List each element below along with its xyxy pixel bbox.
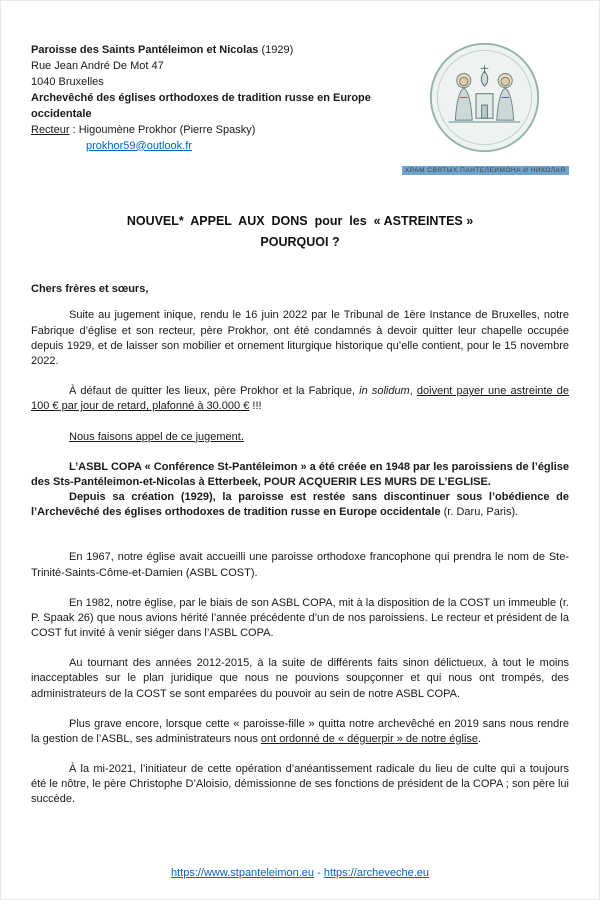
paragraph-astreinte: À défaut de quitter les lieux, père Prokhor et la Fabrique, in solidum, doivent payer une astreinte de 100 € par jour de retard, plafonné à 30.000 € !!! bbox=[31, 385, 570, 413]
footer-separator: - bbox=[314, 867, 324, 879]
address-street: Rue Jean André De Mot 47 bbox=[31, 59, 164, 72]
paragraph-2012-2015: Au tournant des années 2012-2015, à la suite de différents faits sinon délictueux, à tout le moins inacceptables sur le plan juridique que nous ne pouvions soupçonner et qui nous ont trompés, des administrateurs de la COST se sont emparées du pouvoir au sein de notre ASBL COPA. bbox=[31, 657, 569, 700]
letter-page bbox=[1, 1, 599, 899]
paragraph-1982: En 1982, notre église, par le biais de son ASBL COPA, mit à la disposition de la COST un immeuble (r. P. Spaak 26) que nous avions hérité l’année précédente d’un de nos paroissiens. Le recteur et président de la COST fut invité à venir siéger dans l’ASBL COPA. bbox=[31, 596, 569, 640]
paragraph-2021: À la mi-2021, l’initiateur de cette opération d’anéantissement radicale du lieu de culte qui a toujours été le nôtre, le père Christophe D’Aloisio, démissionne de ses fonctions de président de la COPA ; son père lui succède. bbox=[31, 763, 569, 806]
astreinte-underlined: doivent payer une astreinte de 100 € par jour de retard, plafonné à 30.000 € bbox=[31, 385, 570, 413]
parish-seal-logo bbox=[428, 41, 541, 154]
paragraph-copa-creation: L’ASBL COPA « Conférence St-Pantéleimon » a été créée en 1948 par les paroissiens de l’église des Sts-Pantéleimon-et-Nicolas à Etterbeek, POUR ACQUERIR LES MURS DE L’EGLISE. bbox=[31, 460, 569, 488]
footer-link-stpanteleimon[interactable]: https://www.stpanteleimon.eu bbox=[170, 867, 315, 879]
paragraph-2019: Plus grave encore, lorsque cette « paroisse-fille » quitta notre archevêché en 2019 sans nous rendre la gestion de l’ASBL, ses administrateurs nous ont ordonné de « déguerpir » de notre église. bbox=[31, 717, 569, 745]
rector-email-line bbox=[86, 139, 371, 155]
rector-label: Recteur bbox=[31, 123, 70, 136]
letter-body bbox=[31, 282, 569, 807]
rector-line: Recteur : Higoumène Prokhor (Pierre Spasky) bbox=[31, 123, 256, 136]
parish-seal bbox=[402, 41, 567, 177]
footer-links bbox=[1, 867, 599, 879]
rector-email-link[interactable]: prokhor59@outlook.fr bbox=[86, 139, 192, 152]
document-title bbox=[31, 211, 569, 255]
archdiocese-line: Archevêché des églises orthodoxes de tradition russe en Europe occidentale bbox=[31, 91, 371, 120]
parish-name: Paroisse des Saints Pantéleimon et Nicolas (1929) bbox=[31, 44, 294, 56]
deguerpir-underlined: ont ordonné de « déguerpir » de notre église bbox=[260, 732, 479, 745]
seal-caption: ХРАМ СВЯТЫХ ПАНТЕЛЕИМОНА И НИКОЛАЯ bbox=[402, 166, 569, 175]
footer-link-archeveche[interactable]: https://archeveche.eu bbox=[323, 867, 430, 879]
document-title-line2: POURQUOI ? bbox=[260, 235, 340, 250]
paragraph-copa-obedience: Depuis sa création (1929), la paroisse est restée sans discontinuer sous l’obédience de l’Archevêché des églises orthodoxes de tradition russe en Europe occidentale (r. Daru, Paris). bbox=[31, 491, 569, 519]
address-city: 1040 Bruxelles bbox=[31, 75, 104, 88]
paragraph-appeal: Nous faisons appel de ce jugement. bbox=[69, 430, 244, 443]
latin-term: in solidum bbox=[359, 385, 410, 398]
letterhead bbox=[31, 43, 371, 155]
paragraph-1967: En 1967, notre église avait accueilli une paroisse orthodoxe francophone qui prendra le nom de Ste-Trinité-Saints-Côme-et-Damien (ASBL COST). bbox=[31, 551, 569, 579]
document-title-line1: NOUVEL* APPEL AUX DONS pour les « ASTREINTES » bbox=[126, 213, 474, 228]
paragraph-judgment: Suite au jugement inique, rendu le 16 juin 2022 par le Tribunal de 1ère Instance de Bruxelles, notre Fabrique d’église et son recteur, père Prokhor, ont été condamnés à devoir quitter leur chapelle occupée depuis 1929, et de laisser son mobilier et ornement liturgique historique qu’elle contient, pour le 15 novembre 2022. bbox=[31, 309, 569, 367]
paragraph-greeting: Chers frères et sœurs, bbox=[31, 283, 149, 296]
